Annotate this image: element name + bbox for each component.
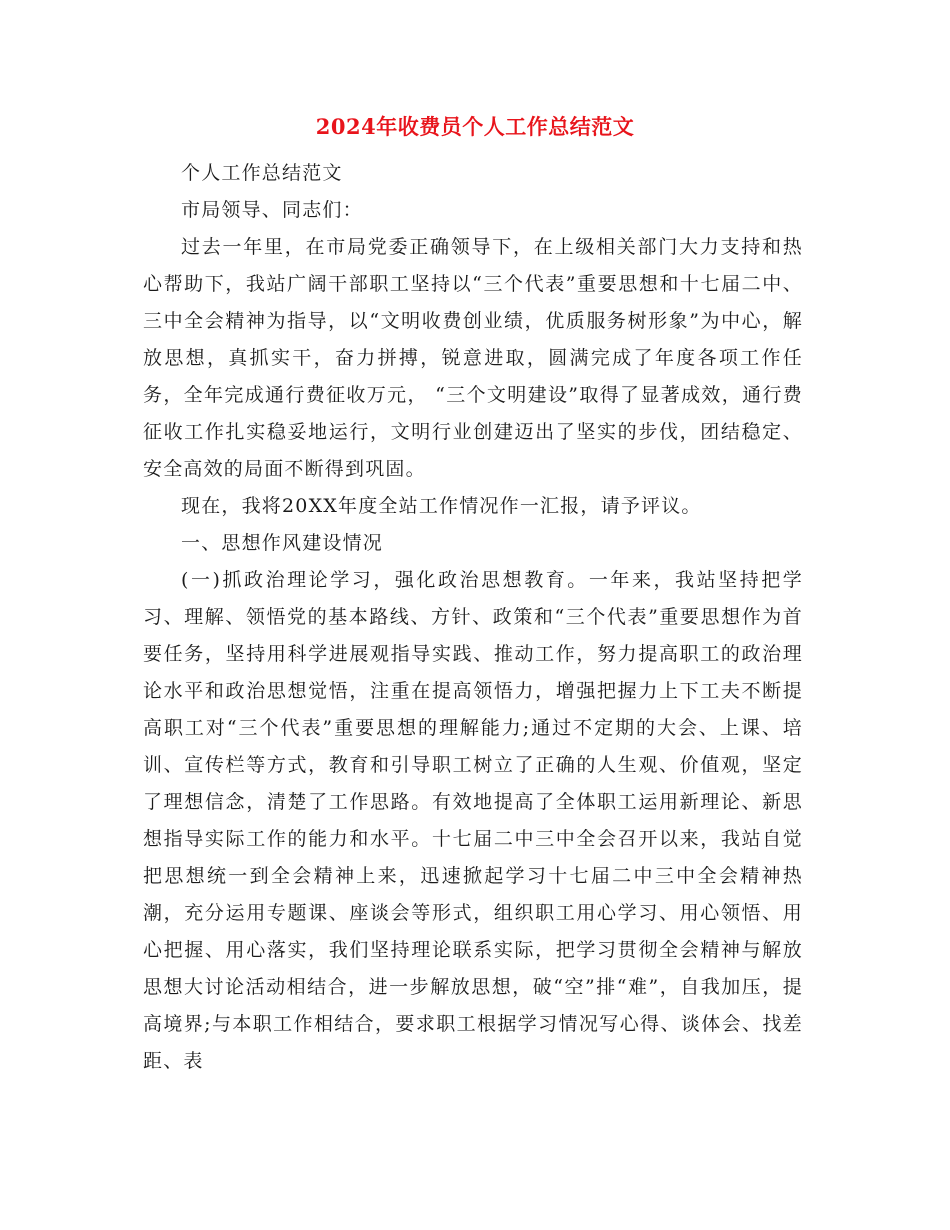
paragraph-intro: 过去一年里，在市局党委正确领导下，在上级相关部门大力支持和热心帮助下，我站广阔干部职工坚持以“三个代表”重要思想和十七届二中、三中全会精神为指导，以“文明收费创业绩，优质服务树形象”为中心，解放思想，真抓实干，奋力拼搏，锐意进取，圆满完成了年度各项工作任务，全年完成通行费征收万元， “三个文明建设”取得了显著成效，通行费征收工作扎实稳妥地运行，文明行业创建迈出了坚实的步伐，团结稳定、安全高效的局面不断得到巩固。	[143, 236, 803, 480]
section-heading: 一、思想作风建设情况	[181, 532, 384, 554]
paragraph-report-statement: 现在，我将20XX年度全站工作情况作一汇报，请予评议。	[181, 495, 702, 517]
document-body	[143, 155, 803, 1080]
paragraph-salutation: 市局领导、同志们：	[181, 199, 363, 221]
paragraph-heading-subtitle: 个人工作总结范文	[181, 162, 343, 184]
paragraph-section-body: (一)抓政治理论学习，强化政治思想教育。一年来，我站坚持把学习、理解、领悟党的基本路线、方针、政策和“三个代表”重要思想作为首要任务，坚持用科学进展观指导实践、推动工作，努力提高职工的政治理论水平和政治思想觉悟，注重在提高领悟力，增强把握力上下工夫不断提高职工对“三个代表”重要思想的理解能力;通过不定期的大会、上课、培训、宣传栏等方式，教育和引导职工树立了正确的人生观、价值观，坚定了理想信念，清楚了工作思路。有效地提高了全体职工运用新理论、新思想指导实际工作的能力和水平。十七届二中三中全会召开以来，我站自觉把思想统一到全会精神上来，迅速掀起学习十七届二中三中全会精神热潮，充分运用专题课、座谈会等形式，组织职工用心学习、用心领悟、用心把握、用心落实，我们坚持理论联系实际，把学习贯彻全会精神与解放思想大讨论活动相结合，进一步解放思想，破“空”排“难”，自我加压，提高境界;与本职工作相结合，要求职工根据学习情况写心得、谈体会、找差距、表	[143, 569, 803, 1072]
document-title: 2024年收费员个人工作总结范文	[315, 114, 635, 139]
